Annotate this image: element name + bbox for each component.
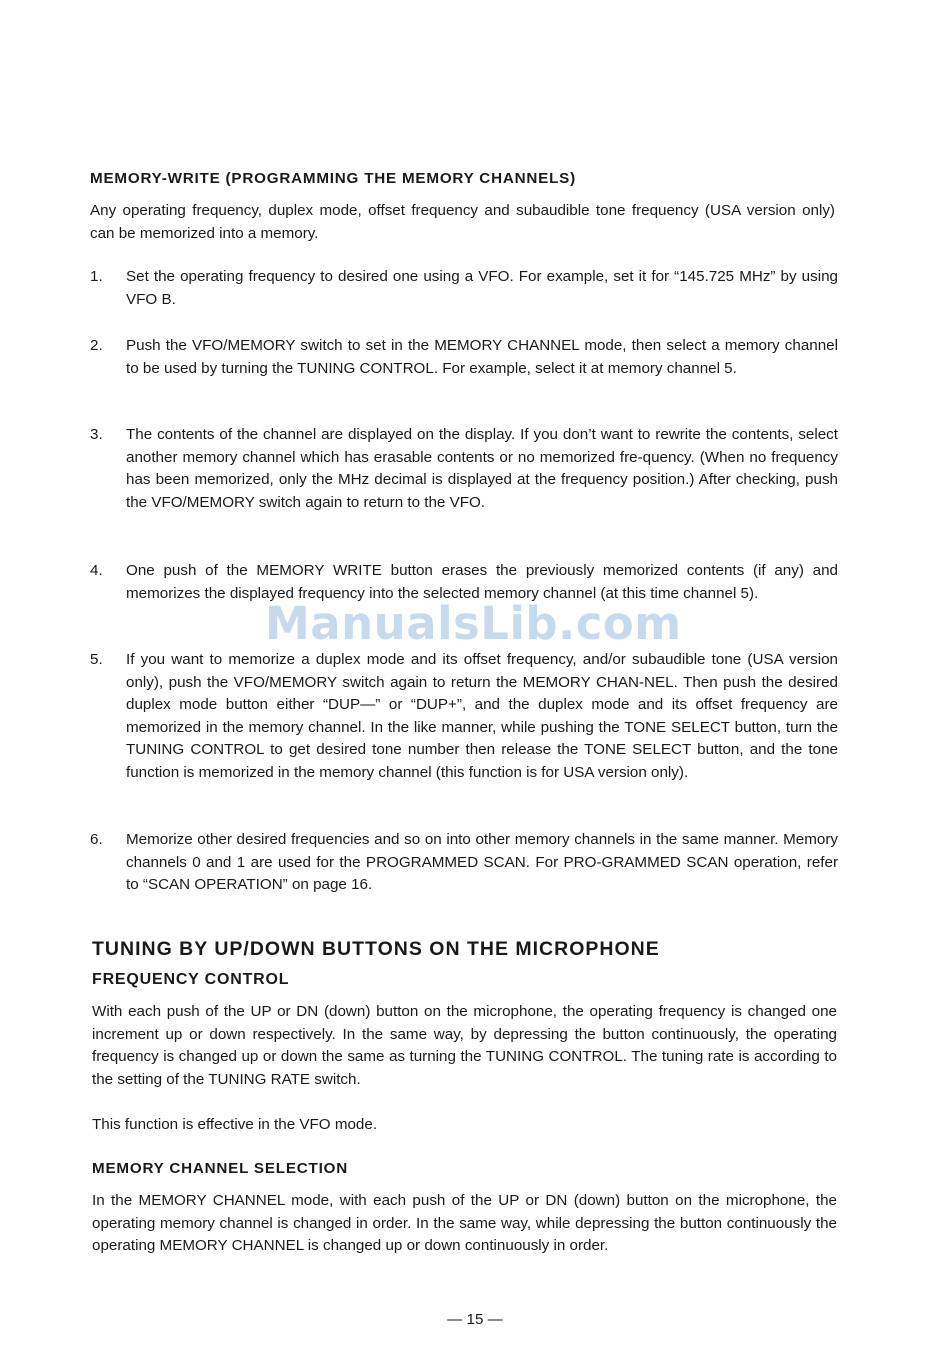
step-number: 2. bbox=[90, 337, 103, 354]
step-text: Push the VFO/MEMORY switch to set in the MEMORY CHANNEL mode, then select a memory channel to be used by turning the TUNING CONTROL. For example, select it at memory channel 5. bbox=[126, 337, 838, 377]
step-number: 1. bbox=[90, 268, 103, 285]
step-6 bbox=[90, 829, 838, 897]
step-2 bbox=[90, 335, 838, 380]
memory-channel-selection-heading: MEMORY CHANNEL SELECTION bbox=[92, 1160, 349, 1177]
step-text: Memorize other desired frequencies and so on into other memory channels in the same manner. Memory channels 0 and 1 are used for the PROGRAMMED SCAN. For PRO-GRAMMED SCAN operation, refer to “SCAN OPERATION” on page 16. bbox=[126, 831, 838, 893]
step-number: 3. bbox=[90, 426, 103, 443]
memory-write-intro: Any operating frequency, duplex mode, offset frequency and subaudible tone frequency (USA version only) can be memorized into a memory. bbox=[90, 202, 835, 242]
step-text: The contents of the channel are displayed on the display. If you don’t want to rewrite the contents, select another memory channel which has erasable contents or no memorized fre-quency. (When no frequency has been memorized, only the MHz decimal is displayed at the frequency position.) After checking, push the VFO/MEMORY switch again to return to the VFO. bbox=[126, 426, 838, 511]
step-text: One push of the MEMORY WRITE button erases the previously memorized contents (if any) and memorizes the displayed frequency into the selected memory channel (at this time channel 5). bbox=[126, 562, 838, 602]
tuning-section-heading: TUNING BY UP/DOWN BUTTONS ON THE MICROPHONE bbox=[92, 938, 660, 960]
step-number: 6. bbox=[90, 831, 103, 848]
step-3 bbox=[90, 424, 838, 514]
step-number: 4. bbox=[90, 562, 103, 579]
memory-channel-selection-paragraph: In the MEMORY CHANNEL mode, with each push of the UP or DN (down) button on the microphone, the operating memory channel is changed in order. In the same way, while depressing the button continuously the operating MEMORY CHANNEL is changed up or down continuously in order. bbox=[92, 1192, 837, 1254]
watermark: ManualsLib.com bbox=[265, 597, 682, 650]
memory-write-heading: MEMORY-WRITE (PROGRAMMING THE MEMORY CHANNELS) bbox=[90, 170, 576, 187]
step-text: If you want to memorize a duplex mode and its offset frequency, and/or subaudible tone (USA version only), push the VFO/MEMORY switch again to return the MEMORY CHAN-NEL. Then push the desired duplex mode button either “DUP—” or “DUP+”, and the duplex mode and its offset frequency are memorized in the memory channel. In the like manner, while pushing the TONE SELECT button, turn the TUNING CONTROL to get desired tone number then release the TONE SELECT button, and the tone function is memorized in the memory channel (this function is for USA version only). bbox=[126, 651, 838, 781]
step-1 bbox=[90, 266, 838, 311]
step-5 bbox=[90, 649, 838, 784]
vfo-mode-note: This function is effective in the VFO mode. bbox=[92, 1116, 378, 1133]
step-text: Set the operating frequency to desired one using a VFO. For example, set it for “145.725 MHz” by using VFO B. bbox=[126, 268, 838, 308]
frequency-control-paragraph: With each push of the UP or DN (down) button on the microphone, the operating frequency is changed one increment up or down respectively. In the same way, by depressing the button continuously, the operating frequency is changed up or down the same as turning the TUNING CONTROL. The tuning rate is according to the setting of the TUNING RATE switch. bbox=[92, 1003, 837, 1088]
step-number: 5. bbox=[90, 651, 103, 668]
page-number: — 15 — bbox=[447, 1311, 503, 1328]
frequency-control-heading: FREQUENCY CONTROL bbox=[92, 971, 290, 988]
